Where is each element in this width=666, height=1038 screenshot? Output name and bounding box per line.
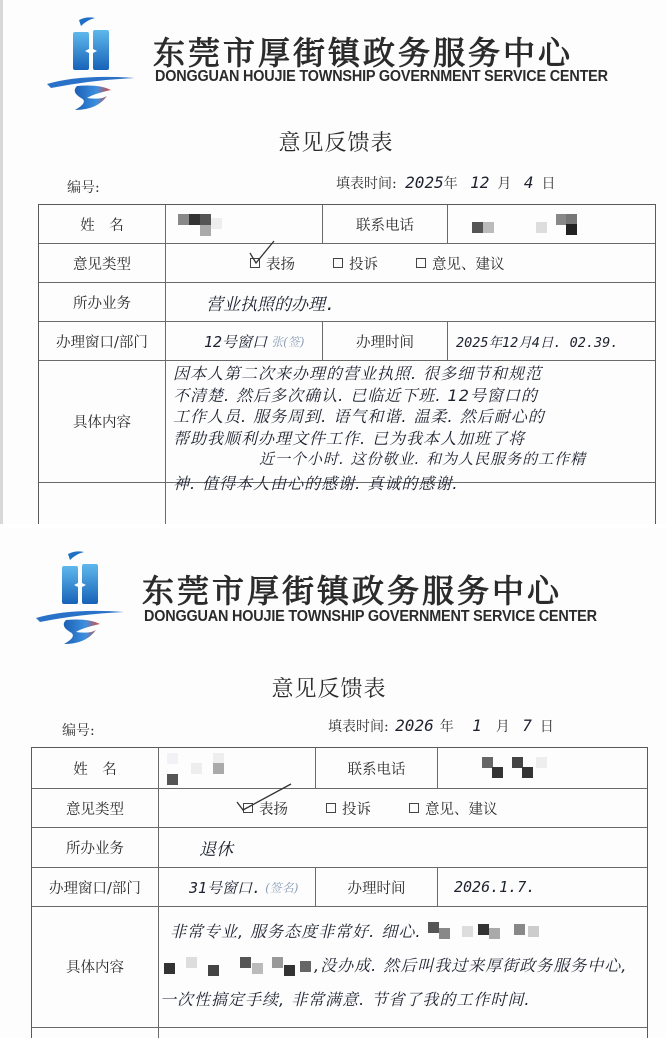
handling-time-value: 2025年12月4日. 02.39.	[447, 322, 655, 360]
window-number: 31号窗口.	[189, 878, 262, 897]
row-content	[32, 906, 647, 1038]
fill-date-label: 填表时间:	[336, 176, 397, 192]
option-praise[interactable]	[243, 798, 288, 819]
feedback-type-options	[158, 789, 647, 827]
content-text	[160, 915, 646, 1017]
content-line: 工作人员. 服务周到. 语气和谐. 温柔. 然后耐心的	[173, 407, 545, 426]
business-value: 退休	[158, 828, 647, 867]
content-label: 具体内容	[73, 414, 131, 431]
handling-time-value: 2026.1.7.	[437, 868, 647, 906]
row-window-time	[32, 867, 647, 906]
content-divider	[158, 907, 159, 1038]
redacted-name	[178, 210, 226, 238]
feedback-form-page-2	[0, 528, 666, 1038]
feedback-type-options	[165, 244, 655, 282]
feedback-table	[31, 747, 648, 1038]
fill-date-year: 2025	[405, 173, 444, 192]
window-label: 办理窗口/部门	[49, 880, 141, 897]
checkbox-unchecked-icon[interactable]	[409, 803, 419, 813]
option-praise[interactable]	[250, 253, 295, 274]
day-unit: 日	[539, 719, 554, 735]
month-unit: 月	[495, 719, 510, 735]
serial-number-label: 编号:	[67, 180, 100, 196]
feedback-table	[38, 204, 656, 526]
window-number: 12号窗口	[204, 332, 268, 351]
handwritten-check-icon	[248, 239, 276, 265]
name-label: 姓 名	[80, 217, 124, 234]
serial-number-label: 编号:	[62, 723, 95, 739]
content-line: 不清楚. 然后多次确认. 已临近下班. 12号窗口的	[173, 385, 538, 405]
staff-signature-stamp: (签名)	[265, 880, 299, 895]
houjie-logo-icon	[30, 548, 130, 648]
option-praise-label: 表扬	[259, 801, 288, 818]
row-business	[32, 827, 647, 867]
content-line: 神. 值得本人由心的感谢. 真诚的感谢.	[173, 473, 459, 493]
option-praise-label: 表扬	[266, 256, 295, 273]
fill-date-day: 7	[522, 716, 532, 735]
window-value	[158, 868, 315, 906]
business-label: 所办业务	[66, 841, 124, 857]
option-suggestion[interactable]	[416, 253, 505, 274]
phone-value	[437, 748, 647, 788]
row-window-time	[39, 321, 655, 360]
content-line: 帮助我顺利办理文件工作. 已为我本人加班了将	[173, 428, 526, 448]
content-label: 具体内容	[66, 960, 124, 976]
option-suggestion[interactable]	[409, 798, 498, 819]
content-line	[170, 915, 646, 949]
row-content	[39, 360, 655, 526]
redacted-content	[164, 957, 314, 977]
fill-date-year: 2026	[395, 716, 434, 735]
checkbox-unchecked-icon[interactable]	[326, 803, 336, 813]
row-name-phone	[32, 748, 647, 788]
option-suggestion-label: 意见、建议	[425, 801, 498, 818]
business-value: 营业执照的办理.	[165, 283, 655, 321]
option-complaint-label: 投诉	[342, 801, 371, 818]
option-complaint-label: 投诉	[349, 256, 378, 273]
fill-date	[328, 716, 554, 736]
content-line-1: 非常专业, 服务态度非常好. 细心.	[170, 922, 422, 941]
org-name-cn: 东莞市厚街镇政务服务中心	[153, 34, 574, 72]
content-divider	[165, 361, 166, 526]
fill-date-label: 填表时间:	[328, 719, 389, 735]
row-business	[39, 282, 655, 321]
form-title: 意见反馈表	[271, 677, 387, 702]
phone-label: 联系电话	[315, 748, 437, 788]
fill-date	[336, 173, 556, 193]
staff-signature-stamp: 张(签)	[271, 334, 305, 349]
content-line: 因本人第二次来办理的营业执照. 很多细节和规范	[173, 364, 543, 383]
content-bottom-line	[32, 1027, 647, 1028]
feedback-type-label: 意见类型	[66, 801, 124, 818]
year-unit: 年	[439, 719, 454, 735]
name-value	[165, 205, 322, 243]
phone-label: 联系电话	[322, 205, 447, 243]
option-complaint[interactable]	[333, 253, 378, 274]
option-complaint[interactable]	[326, 798, 371, 819]
houjie-logo-icon	[41, 14, 141, 114]
row-feedback-type	[39, 243, 655, 282]
handling-time-label: 办理时间	[322, 322, 447, 360]
month-unit: 月	[497, 176, 512, 192]
window-label: 办理窗口/部门	[56, 334, 148, 351]
content-line-2: ,没办成. 然后叫我过来厚街政务服务中心,	[314, 956, 628, 975]
content-line	[164, 949, 646, 983]
redacted-name	[167, 751, 227, 785]
content-line: 一次性搞定手续, 非常满意. 节省了我的工作时间.	[160, 990, 531, 1009]
checkbox-unchecked-icon[interactable]	[416, 258, 426, 268]
option-suggestion-label: 意见、建议	[432, 256, 505, 273]
checkbox-unchecked-icon[interactable]	[333, 258, 343, 268]
org-name-en: DONGGUAN HOUJIE TOWNSHIP GOVERNMENT SERVICE CENTER	[155, 68, 608, 85]
day-unit: 日	[541, 176, 556, 192]
row-feedback-type	[32, 788, 647, 827]
name-label: 姓 名	[73, 761, 117, 778]
feedback-type-label: 意见类型	[73, 256, 131, 273]
form-title: 意见反馈表	[278, 131, 394, 156]
window-value	[165, 322, 322, 360]
phone-value	[447, 205, 655, 243]
row-name-phone	[39, 205, 655, 243]
year-unit: 年	[443, 176, 458, 192]
business-label: 所办业务	[73, 295, 131, 312]
redacted-phone	[468, 755, 578, 781]
redacted-content	[428, 922, 556, 944]
org-name-cn: 东莞市厚街镇政务服务中心	[142, 572, 563, 610]
content-line: 近一个小时. 这份敬业. 和为人民服务的工作精	[259, 450, 587, 468]
fill-date-month: 1	[472, 716, 482, 735]
handwritten-check-icon	[235, 782, 293, 812]
fill-date-month: 12	[470, 173, 490, 192]
org-name-en: DONGGUAN HOUJIE TOWNSHIP GOVERNMENT SERVICE CENTER	[144, 608, 597, 625]
redacted-phone	[466, 212, 586, 236]
fill-date-day: 4	[523, 173, 534, 192]
content-text	[173, 363, 653, 494]
handling-time-label: 办理时间	[315, 868, 437, 906]
